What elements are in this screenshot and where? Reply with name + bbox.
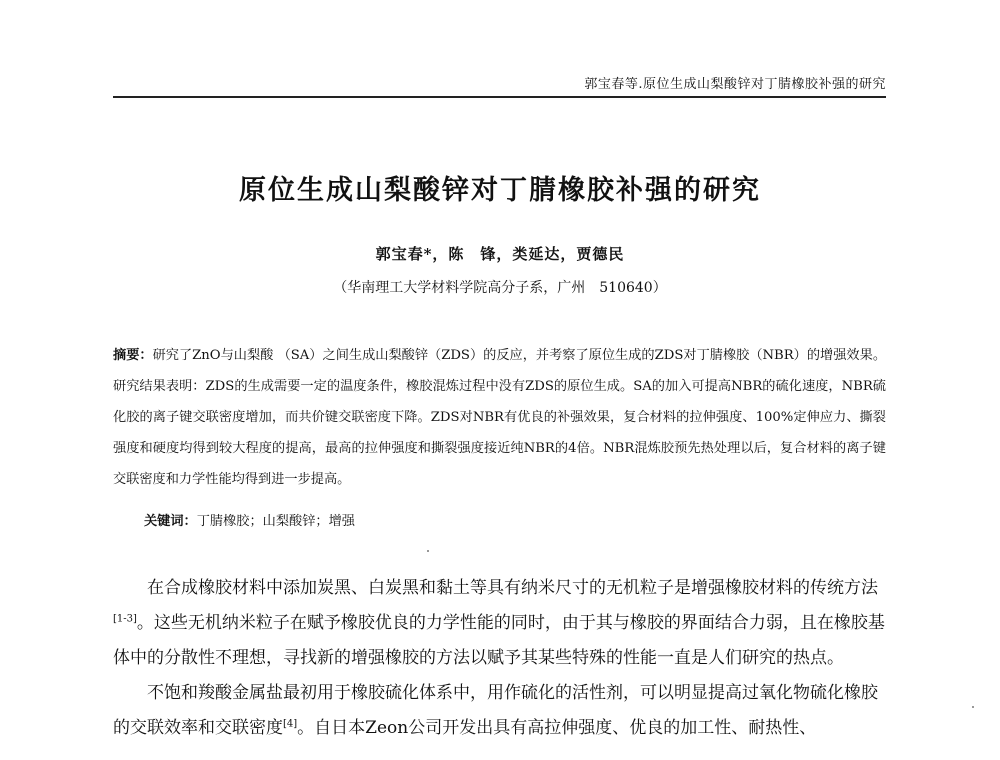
scan-edge-mark bbox=[972, 706, 974, 708]
article-title: 原位生成山梨酸锌对丁腈橡胶补强的研究 bbox=[239, 175, 761, 206]
abstract bbox=[113, 340, 886, 495]
abstract-text: 研究了ZnO与山梨酸 （SA）之间生成山梨酸锌（ZDS）的反应，并考察了原位生成的ZDS对丁腈橡胶（NBR）的增强效果。研究结果表明：ZDS的生成需要一定的温度条件，橡胶混炼过程中没有ZDS的原位生成。SA的加入可提高NBR的硫化速度，NBR硫化胶的离子键交联密度增加，而共价键交联密度下降。ZDS对NBR有优良的补强效果，复合材料的拉伸强度、100%定伸应力、撕裂强度和硬度均得到较大程度的提高，最高的拉伸强度和撕裂强度接近纯NBR的4倍。NBR混炼胶预先热处理以后，复合材料的离子键交联密度和力学性能均得到进一步提高。 bbox=[113, 348, 887, 487]
body-text bbox=[113, 571, 886, 746]
author-list: 郭宝春*，陈 锋，类延达，贾德民 bbox=[375, 245, 625, 263]
keywords-label: 关键词： bbox=[144, 514, 197, 529]
keywords bbox=[144, 510, 355, 529]
p1-text-a: 在合成橡胶材料中添加炭黑、白炭黑和黏土等具有纳米尺寸的无机粒子是增强橡胶材料的传统方法 bbox=[147, 578, 878, 598]
citation-1-3: [1-3] bbox=[113, 613, 137, 625]
author-affiliation: （华南理工大学材料学院高分子系，广州 510640） bbox=[333, 280, 667, 296]
running-title: 郭宝春等.原位生成山梨酸锌对丁腈橡胶补强的研究 bbox=[584, 77, 886, 92]
body-paragraph-2 bbox=[113, 676, 886, 746]
p2-text-a: 不饱和羧酸金属盐最初用于橡胶硫化体系中，用作硫化的活性剂，可以明显提高过氧化物硫化橡胶的交联效率和交联密度 bbox=[113, 683, 878, 738]
body-paragraph-1 bbox=[113, 571, 886, 676]
stray-dot-mark bbox=[427, 550, 429, 552]
p2-text-b: 。自日本Zeon公司开发出具有高拉伸强度、优良的加工性、耐热性、 bbox=[297, 718, 817, 738]
citation-4: [4] bbox=[283, 718, 298, 730]
abstract-label: 摘要： bbox=[113, 348, 153, 363]
keywords-text: 丁腈橡胶；山梨酸锌；增强 bbox=[196, 514, 355, 529]
running-header bbox=[113, 70, 886, 98]
p1-text-b: 。这些无机纳米粒子在赋予橡胶优良的力学性能的同时，由于其与橡胶的界面结合力弱，且在橡胶基体中的分散性不理想，寻找新的增强橡胶的方法以赋予其某些特殊的性能一直是人们研究的热点。 bbox=[113, 613, 885, 668]
